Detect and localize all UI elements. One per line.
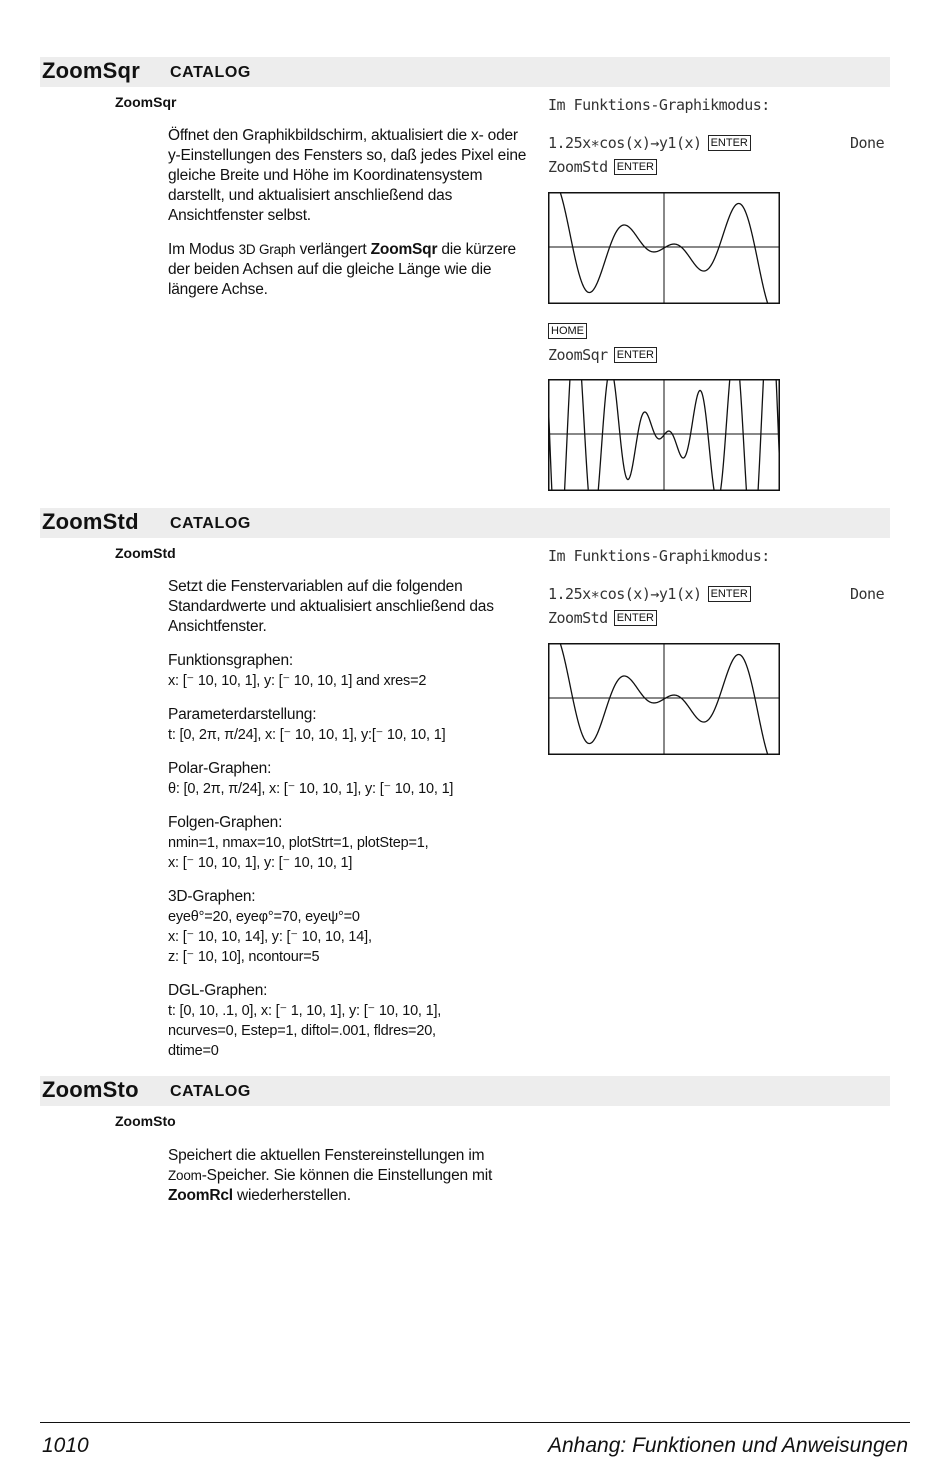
command-title: ZoomSto (42, 1077, 139, 1102)
catalog-label: CATALOG (170, 515, 251, 532)
example-line-1: 1.25x∗cos(x)→y1(x) ENTER (548, 585, 751, 603)
example-line-1: 1.25x∗cos(x)→y1(x) ENTER (548, 134, 751, 152)
enter-key-icon: ENTER (614, 159, 657, 175)
description: Setzt die Fenstervariablen auf die folgenden Standardwerte und aktualisiert anschließend das Ansichtfenster. (168, 578, 494, 635)
description: Speichert die aktuellen Fenstereinstellungen im Zoom-Speicher. Sie können die Einstellungen mit ZoomRcl wiederherstellen. (168, 1147, 493, 1204)
footer-title: Anhang: Funktionen und Anweisungen (548, 1434, 908, 1457)
graph-zoomstd (548, 192, 780, 304)
block-diffeq: DGL-Graphen: t: [0, 10, .1, 0], x: [⁻ 1, 10, 1], y: [⁻ 10, 10, 1], ncurves=0, Estep=1, diftol=.001, fldres=20, dtime=0 (168, 982, 442, 1059)
example-line-2: ZoomStd ENTER (548, 609, 657, 627)
description: Öffnet den Graphikbildschirm, aktualisiert die x- oder y-Einstellungen des Fensters so, daß jedes Pixel eine gleiche Breite und Höhe im Koordinatensystem darstellt, und aktualisiert anschließend das Ansichtfenster selbst. (168, 127, 527, 224)
example-line-3: ZoomSqr ENTER (548, 346, 657, 364)
description-3d: Im Modus 3D Graph verlängert ZoomSqr die kürzere der beiden Achsen auf die gleiche Länge wie die längere Achse. (168, 241, 516, 298)
block-parametric: Parameterdarstellung: t: [0, 2π, π/24], x: [⁻ 10, 10, 1], y:[⁻ 10, 10, 1] (168, 706, 446, 743)
home-line (548, 322, 587, 340)
section-header-zoomstd (40, 508, 890, 538)
syntax-line: ZoomSqr (115, 94, 177, 110)
block-function: Funktionsgraphen: x: [⁻ 10, 10, 1], y: [⁻ 10, 10, 1] and xres=2 (168, 652, 427, 689)
footer-rule (40, 1422, 910, 1423)
done-output: Done (850, 585, 885, 603)
example-heading: Im Funktions-Graphikmodus: (548, 547, 770, 565)
block-polar: Polar-Graphen: θ: [0, 2π, π/24], x: [⁻ 10, 10, 1], y: [⁻ 10, 10, 1] (168, 760, 454, 797)
example-heading: Im Funktions-Graphikmodus: (548, 96, 770, 114)
default-values-list (168, 651, 528, 1075)
section-header-zoomsto (40, 1076, 890, 1106)
block-3d: 3D-Graphen: eyeθ°=20, eyeφ°=70, eyeψ°=0 x: [⁻ 10, 10, 14], y: [⁻ 10, 10, 14], z: [⁻ 10, 10], ncontour=5 (168, 888, 372, 965)
done-output: Done (850, 134, 885, 152)
home-key-icon: HOME (548, 323, 587, 339)
graph-zoomsqr (548, 379, 780, 491)
block-sequence: Folgen-Graphen: nmin=1, nmax=10, plotStrt=1, plotStep=1, x: [⁻ 10, 10, 1], y: [⁻ 10, 10, 1] (168, 814, 429, 871)
enter-key-icon: ENTER (614, 347, 657, 363)
syntax-line: ZoomSto (115, 1113, 176, 1129)
syntax-line: ZoomStd (115, 545, 176, 561)
command-title: ZoomSqr (42, 58, 140, 83)
example-line-2: ZoomStd ENTER (548, 158, 657, 176)
section-header-zoomsqr (40, 57, 890, 87)
command-title: ZoomStd (42, 509, 139, 534)
graph-zoomstd-2 (548, 643, 780, 755)
enter-key-icon: ENTER (708, 586, 751, 602)
enter-key-icon: ENTER (614, 610, 657, 626)
catalog-label: CATALOG (170, 1083, 251, 1100)
page-number: 1010 (42, 1434, 89, 1457)
catalog-label: CATALOG (170, 64, 251, 81)
enter-key-icon: ENTER (708, 135, 751, 151)
